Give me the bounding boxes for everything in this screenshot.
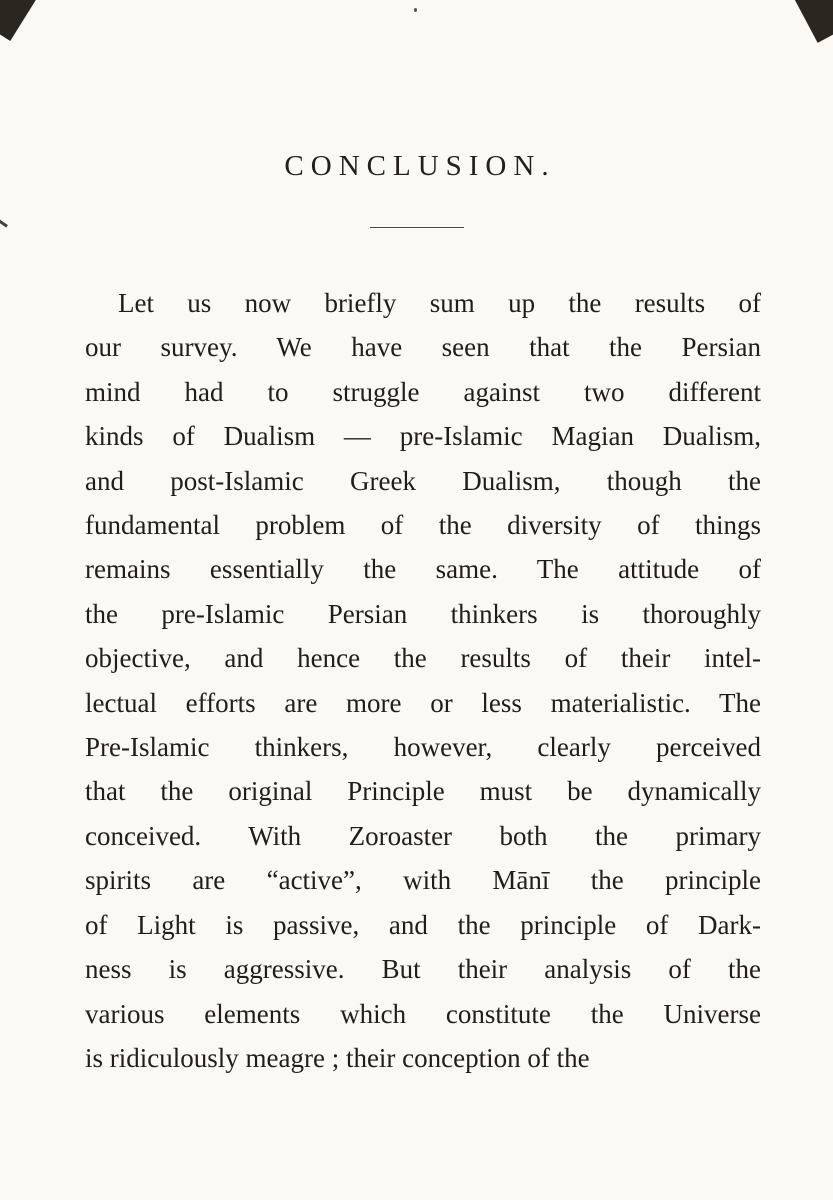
text-line: spirits are “active”, with Mānī the principle bbox=[85, 865, 761, 896]
text-line: mind had to struggle against two different bbox=[85, 376, 761, 407]
text-line: of Light is passive, and the principle of Dark- bbox=[85, 909, 761, 940]
text-line: ness is aggressive. But their analysis of the bbox=[85, 954, 761, 985]
text-line: Pre-Islamic thinkers, however, clearly perceived bbox=[85, 732, 761, 763]
title-divider bbox=[370, 227, 464, 228]
text-line: that the original Principle must be dynamically bbox=[85, 776, 761, 807]
scan-artifact-top-right bbox=[793, 0, 833, 43]
text-line: conceived. With Zoroaster both the primary bbox=[85, 820, 761, 851]
text-line: kinds of Dualism — pre-Islamic Magian Dualism, bbox=[85, 421, 761, 452]
scan-artifact-top-left bbox=[0, 0, 36, 41]
text-line: the pre-Islamic Persian thinkers is thoroughly bbox=[85, 598, 761, 629]
text-line: various elements which constitute the Universe bbox=[85, 998, 761, 1029]
text-line: and post-Islamic Greek Dualism, though the bbox=[85, 465, 761, 496]
scan-speck bbox=[414, 8, 417, 12]
body-paragraph bbox=[85, 281, 761, 1080]
text-line: fundamental problem of the diversity of things bbox=[85, 510, 761, 541]
text-line: lectual efforts are more or less materialistic. The bbox=[85, 687, 761, 718]
chapter-title: CONCLUSION. bbox=[284, 150, 556, 182]
text-line: is ridiculously meagre ; their conception of the bbox=[85, 1042, 590, 1073]
text-line: objective, and hence the results of their intel- bbox=[85, 643, 761, 674]
text-line: our survey. We have seen that the Persian bbox=[85, 332, 761, 363]
text-line: remains essentially the same. The attitude of bbox=[85, 554, 761, 585]
scan-mark-left-edge bbox=[0, 219, 8, 227]
text-line: Let us now briefly sum up the results of bbox=[118, 288, 761, 318]
